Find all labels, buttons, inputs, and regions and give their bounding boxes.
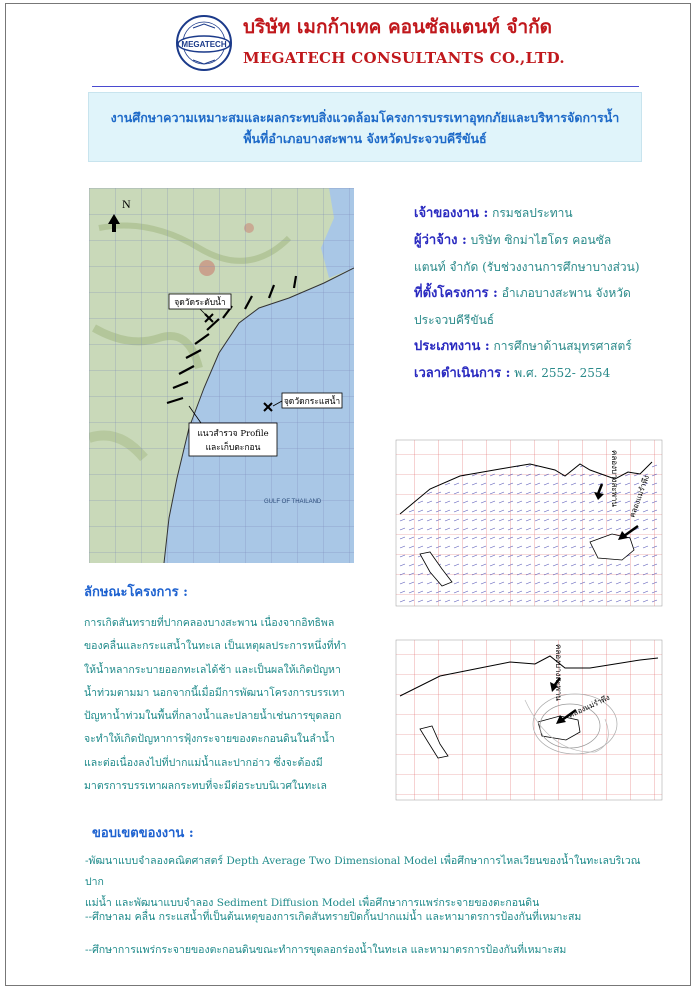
river-mouth-label-plot2: คลองแม่รำพึง xyxy=(567,692,612,720)
scope-item-1-line1: -พัฒนาแบบจำลองคณิตศาสตร์ Depth Average Two Dimensional Model เพื่อศึกษาการไหลเวียนของน้ำในทะเลบริเวณปาก xyxy=(85,855,641,888)
location-label: ที่ตั้งโครงการ : xyxy=(414,286,498,301)
company-name-thai: บริษัท เมกก้าเทค คอนซัลแตนท์ จำกัด xyxy=(243,16,552,38)
period-label: เวลาดำเนินการ : xyxy=(414,366,511,381)
type-value: การศึกษาด้านสมุทรศาสตร์ xyxy=(493,339,632,353)
characteristics-line: ของคลื่นและกระแสน้ำในทะเล เป็นเหตุผลประการหนึ่งที่ทำ xyxy=(84,640,347,653)
north-label: N xyxy=(122,197,131,211)
contractor-label: ผู้ว่าจ้าง : xyxy=(414,233,467,248)
scope-item-2: --ศึกษาลม คลื่น กระแสน้ำที่เป็นต้นเหตุของการเกิดสันทรายปิดกั้นปากแม่น้ำ และหามาตรการป้องกันที่เหมาะสม xyxy=(85,911,582,923)
characteristics-line: น้ำท่วมตามมา นอกจากนี้เมื่อมีการพัฒนาโครงการบรรเทา xyxy=(84,686,345,699)
location-value-line1: อำเภอบางสะพาน จังหวัด xyxy=(501,286,631,300)
characteristics-heading: ลักษณะโครงการ : xyxy=(84,585,188,600)
company-name-english: MEGATECH CONSULTANTS CO.,LTD. xyxy=(243,49,565,67)
site-map xyxy=(89,188,354,563)
scope-item-1-line2: แม่น้ำ และพัฒนาแบบจำลอง Sediment Diffusion Model เพื่อศึกษาการแพร่กระจายของตะกอนดิน xyxy=(85,897,540,909)
characteristics-line: จะทำให้เกิดปัญหาการฟุ้งกระจายของตะกอนดินในลำน้ำ xyxy=(84,733,335,746)
owner-label: เจ้าของงาน : xyxy=(414,206,489,221)
project-title-line2: พื้นที่อำเภอบางสะพาน จังหวัดประจวบคีรีขันธ์ xyxy=(243,131,487,146)
header-divider xyxy=(92,86,639,87)
project-info xyxy=(414,200,654,387)
type-label: ประเภทงาน : xyxy=(414,339,490,354)
characteristics-line: ปัญหาน้ำท่วมในพื้นที่กลางน้ำและปลายน้ำเช่นการขุดลอก xyxy=(84,710,342,723)
scope-item-1 xyxy=(85,851,645,914)
canal-label-plot1: คลองบางสะพาน xyxy=(610,450,619,507)
canal-label-plot2: คลองบางสะพาน xyxy=(554,644,563,701)
period-value: พ.ศ. 2552- 2554 xyxy=(514,366,611,380)
characteristics-line: การเกิดสันทรายที่ปากคลองบางสะพาน เนื่องจากอิทธิพล xyxy=(84,617,335,629)
characteristics-line: และต่อเนื่องลงไปที่ปากแม่น้ำและปากอ่าว ซึ่งจะต้องมี xyxy=(84,756,323,769)
megatech-logo xyxy=(175,14,233,72)
current-station-label: จุดวัดกระแสน้ำ xyxy=(283,397,341,407)
owner-value: กรมชลประทาน xyxy=(492,206,573,220)
scope-item-3: --ศึกษาการแพร่กระจายของตะกอนดินขณะทำการขุดลอกร่องน้ำในทะเล และหามาตรการป้องกันที่เหมาะสม xyxy=(85,944,567,956)
characteristics-line: ให้น้ำหลากระบายออกทะเลได้ช้า และเป็นผลให้เกิดปัญหา xyxy=(84,663,341,676)
characteristics-body xyxy=(84,612,374,798)
river-mouth-label-plot1: คลองแม่รำพึง xyxy=(627,473,652,519)
location-value-line2: ประจวบคีรีขันธ์ xyxy=(414,313,495,327)
sediment-diffusion-plot xyxy=(390,634,668,804)
sea-label: GULF OF THAILAND xyxy=(264,499,322,505)
characteristics-line: มาตรการบรรเทาผลกระทบที่จะมีต่อระบบนิเวศในทะเล xyxy=(84,780,327,793)
current-vector-plot xyxy=(390,434,668,612)
contractor-value-line1: บริษัท ซิกม่าไฮโดร คอนซัล xyxy=(470,233,612,247)
tide-station-label: จุดวัดระดับน้ำ xyxy=(174,298,226,308)
profile-label-line2: และเก็บตะกอน xyxy=(205,443,261,453)
svg-text:MEGATECH: MEGATECH xyxy=(181,40,227,49)
project-title-banner xyxy=(88,92,642,162)
profile-label-line1: แนวสำรวจ Profile xyxy=(197,429,269,439)
scope-heading: ขอบเขตของงาน : xyxy=(92,826,194,841)
project-title-line1: งานศึกษาความเหมาะสมและผลกระทบสิ่งแวดล้อมโครงการบรรเทาอุทกภัยและบริหารจัดการน้ำ xyxy=(110,110,620,125)
contractor-value-line2: แตนท์ จำกัด (รับช่วงงานการศึกษาบางส่วน) xyxy=(414,260,640,274)
